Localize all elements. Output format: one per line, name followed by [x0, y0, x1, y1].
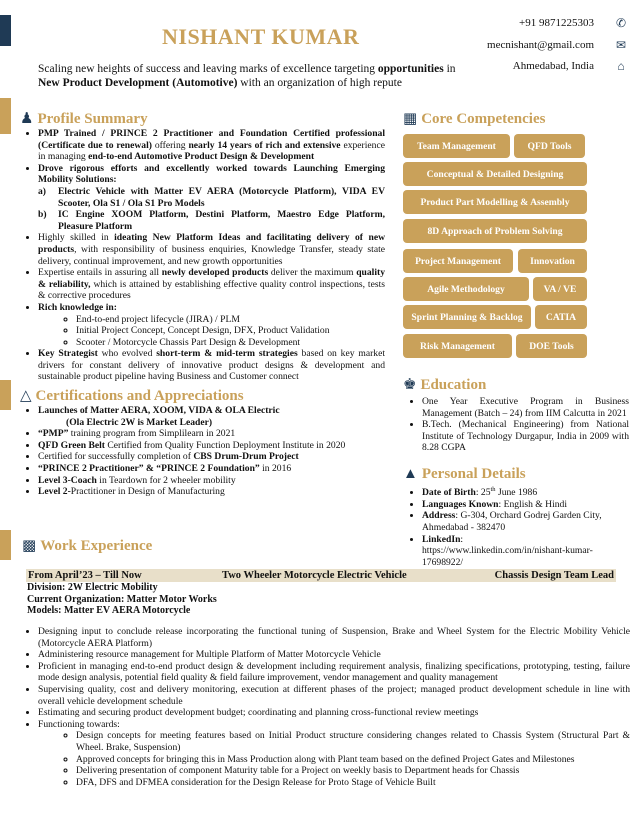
profile-sub-item: a) Electric Vehicle with Matter EV AERA (Motorcycle Platform), VIDA EV Scooter, Ola S1 / Ola S1 Pro Models: [38, 185, 385, 209]
job-models: Models: Matter EV AERA Motorcycle: [27, 605, 191, 616]
competency-pill: Project Management: [403, 249, 513, 273]
job-role: Chassis Design Team Lead: [494, 570, 614, 581]
cert-item: • Level 2-Practitioner in Design of Manufacturing: [38, 486, 385, 498]
linkedin-link[interactable]: https://www.linkedin.com/in/nishant-kumar-17698922/: [422, 545, 593, 568]
phone-number: +91 9871225303: [519, 17, 594, 29]
profile-sub-item: b) IC Engine XOOM Platform, Destini Platform, Maestro Edge Platform, Pleasure Platform: [38, 209, 385, 232]
competency-pill: QFD Tools: [514, 134, 585, 158]
work-bullet: • Administering resource management for Multiple Platform of Matter Motorcycle Vehicle: [38, 649, 630, 661]
email-address: mecnishant@gmail.com: [487, 39, 594, 51]
phone-icon: ✆: [615, 16, 627, 30]
cert-item: • “PRINCE 2 Practitioner” & “PRINCE 2 Foundation” in 2016: [38, 463, 385, 475]
work-sub-bullet: ◦ Approved concepts for bringing this in Mass Production along with Plant team based on the defined Project Gates and Milestones: [76, 754, 630, 766]
work-bullet: • Designing input to conclude release incorporating the functional tuning of Suspension, Brake and Wheel System for the Electric Mobility Vehicle (Motorcycle AERA Platform): [38, 626, 630, 649]
cert-item: • Launches of Matter AERA, XOOM, VIDA & OLA Electric (Ola Electric 2W is Market Leader): [38, 405, 385, 428]
work-bullet: • Supervising quality, cost and delivery monitoring, execution at different phases of the project; managed product development schedule in line with overall vehicle development schedule: [38, 684, 630, 707]
personal-details-heading: ▲ Personal Details: [403, 466, 526, 482]
profile-bullet: • Drove rigorous efforts and excellently worked towards Launching Emerging Mobility Solutions: a) Electric Vehicle with Matter EV AERA (Motorcycle Platform), VIDA EV Scooter, Ola S1 / Ola S1 Pro Models b) IC Engine XOOM Platform, Destini Platform, Maestro Edge Platform, Pleasure Platform: [38, 163, 385, 233]
competency-pill: DOE Tools: [516, 334, 587, 358]
core-competencies-heading: ▦ Core Competencies: [403, 111, 546, 127]
candidate-name: NISHANT KUMAR: [162, 24, 360, 49]
education-heading: ♚ Education: [403, 377, 487, 393]
briefcase-icon: ▦: [403, 111, 418, 127]
work-bullet: • Functioning towards: ◦ Design concepts for meeting features based on Initial Product structure considering changes related to Chassis System (Structural Part & Wheel. Brake, Suspension) ◦ Approved concepts for bringing this in Mass Production along with Plant team based on the defined Project Gates and Milestones ◦ Delivering presentation of component Maturity table for a Project on weekly basis to Department heads for Chassis ◦ DFA, DFS and DFMEA consideration for the Design Release for Proto Stage of Vehicle Built: [38, 719, 630, 789]
linkedin-item: • LinkedIn: https://www.linkedin.com/in/nishant-kumar-17698922/: [422, 534, 629, 569]
job-division: Division: 2W Electric Mobility: [27, 582, 158, 593]
trophy-icon: ♚: [403, 377, 417, 393]
education-item: • One Year Executive Program in Business Management (Batch – 24) from IIM Calcutta in 2021: [422, 396, 629, 419]
job-domain: Two Wheeler Motorcycle Electric Vehicle: [222, 570, 407, 581]
education-item: • B.Tech. (Mechanical Engineering) from National Institute of Technology Durgapur, India in 2009 with 8.28 CGPA: [422, 419, 629, 454]
competency-pill: Team Management: [403, 134, 510, 158]
competency-pill: Product Part Modelling & Assembly: [403, 190, 587, 214]
certificate-icon: △: [20, 388, 32, 404]
work-responsibilities-list: [22, 626, 630, 788]
competency-pill: Risk Management: [403, 334, 512, 358]
dob-item: • Date of Birth: 25th June 1986: [422, 484, 629, 499]
cert-item: • “PMP” training program from Simplilearn in 2021: [38, 428, 385, 440]
work-accent-bar: [0, 530, 11, 560]
competency-pill: 8D Approach of Problem Solving: [403, 219, 587, 243]
address-item: • Address: G-304, Orchard Godrej Garden City, Ahmedabad - 382470: [422, 510, 629, 533]
work-bullet: • Estimating and securing product development budget; coordinating and planning cross-functional review meetings: [38, 707, 630, 719]
mail-icon: ✉: [615, 38, 627, 52]
competency-pill: Innovation: [518, 249, 587, 273]
job-organization: Current Organization: Matter Motor Works: [27, 593, 217, 605]
profile-sub-item: ◦ Initial Project Concept, Concept Design, DFX, Product Validation: [76, 325, 385, 337]
work-sub-bullet: ◦ DFA, DFS and DFMEA consideration for the Design Release for Proto Stage of Vehicle Built: [76, 777, 630, 789]
cert-item: • Certified for successfully completion of CBS Drum-Drum Project: [38, 451, 385, 463]
home-icon: ⌂: [617, 59, 625, 73]
suitcase-icon: ▩: [22, 538, 37, 554]
cert-item: • QFD Green Belt Certified from Quality Function Deployment Institute in 2020: [38, 440, 385, 452]
profile-bullet: • Key Strategist who evolved short-term & mid-term strategies based on key market drivers for constant delivery of innovative product designs & development and sustainable product pipeline having Business and Customer connect: [38, 348, 385, 383]
languages-item: • Languages Known: English & Hindi: [422, 499, 629, 511]
education-list: [406, 396, 629, 454]
cert-accent-bar: [0, 380, 11, 410]
certifications-list: [22, 405, 385, 498]
header-accent-bar: [0, 15, 11, 46]
profile-summary-heading: ♟ Profile Summary: [20, 111, 148, 127]
job-header-band: [26, 569, 616, 582]
competency-pill: Sprint Planning & Backlog: [403, 305, 531, 329]
work-experience-heading: ▩ Work Experience: [22, 538, 153, 554]
person-icon: ♟: [20, 111, 34, 127]
competency-pill: Agile Methodology: [403, 277, 529, 301]
profile-sub-item: ◦ Scooter / Motorcycle Chassis Part Design & Development: [76, 337, 385, 349]
profile-accent-bar: [0, 98, 11, 134]
job-period: From April’23 – Till Now: [28, 570, 142, 581]
competency-pill: Conceptual & Detailed Designing: [403, 162, 587, 186]
work-sub-bullet: ◦ Delivering presentation of component Maturity table for a Project on weekly basis to Department heads for Chassis: [76, 765, 630, 777]
competency-pill: VA / VE: [533, 277, 587, 301]
profile-bullet: • Expertise entails in assuring all newly developed products deliver the maximum quality & reliability, which is attained by establishing effective quality control inspections, tests & corrective procedures: [38, 267, 385, 302]
profile-bullet: • Highly skilled in ideating New Platform Ideas and facilitating delivery of new products, with responsibility of business enquiries, Knowledge Transfer, steady state delivery, continual improvement, and new growth opportunities: [38, 232, 385, 267]
location: Ahmedabad, India: [512, 60, 594, 72]
cert-item: • Level 3-Coach in Teardown for 2 wheeler mobility: [38, 475, 385, 487]
profile-bullet: • PMP Trained / PRINCE 2 Practitioner and Foundation Certified professional (Certificate due to renewal) offering nearly 14 years of rich and extensive experience in managing end-to-end Automotive Product Design & Development: [38, 128, 385, 163]
certifications-heading: △ Certifications and Appreciations: [20, 388, 244, 404]
profile-summary-list: [22, 128, 385, 383]
job-details: [27, 582, 527, 617]
tagline: Scaling new heights of success and leaving marks of excellence targeting opportunities in New Product Development (Automotive) with an organization of high repute: [38, 63, 456, 89]
personal-details-list: [406, 484, 629, 568]
profile-sub-item: ◦ End-to-end project lifecycle (JIRA) / PLM: [76, 314, 385, 326]
work-bullet: • Proficient in managing end-to-end product design & development including requirement analysis, finalizing specifications, prototyping, testing, failure mode design analysis, potential field quality & field failure improvement, vendor management and quality management: [38, 661, 630, 684]
profile-bullet: • Rich knowledge in: ◦ End-to-end project lifecycle (JIRA) / PLM ◦ Initial Project Concept, Concept Design, DFX, Product Validation ◦ Scooter / Motorcycle Chassis Part Design & Development: [38, 302, 385, 348]
graduation-cap-icon: ▲: [403, 466, 418, 482]
competency-pill: CATIA: [535, 305, 587, 329]
work-sub-bullet: ◦ Design concepts for meeting features based on Initial Product structure considering changes related to Chassis System (Structural Part & Wheel. Brake, Suspension): [76, 730, 630, 753]
